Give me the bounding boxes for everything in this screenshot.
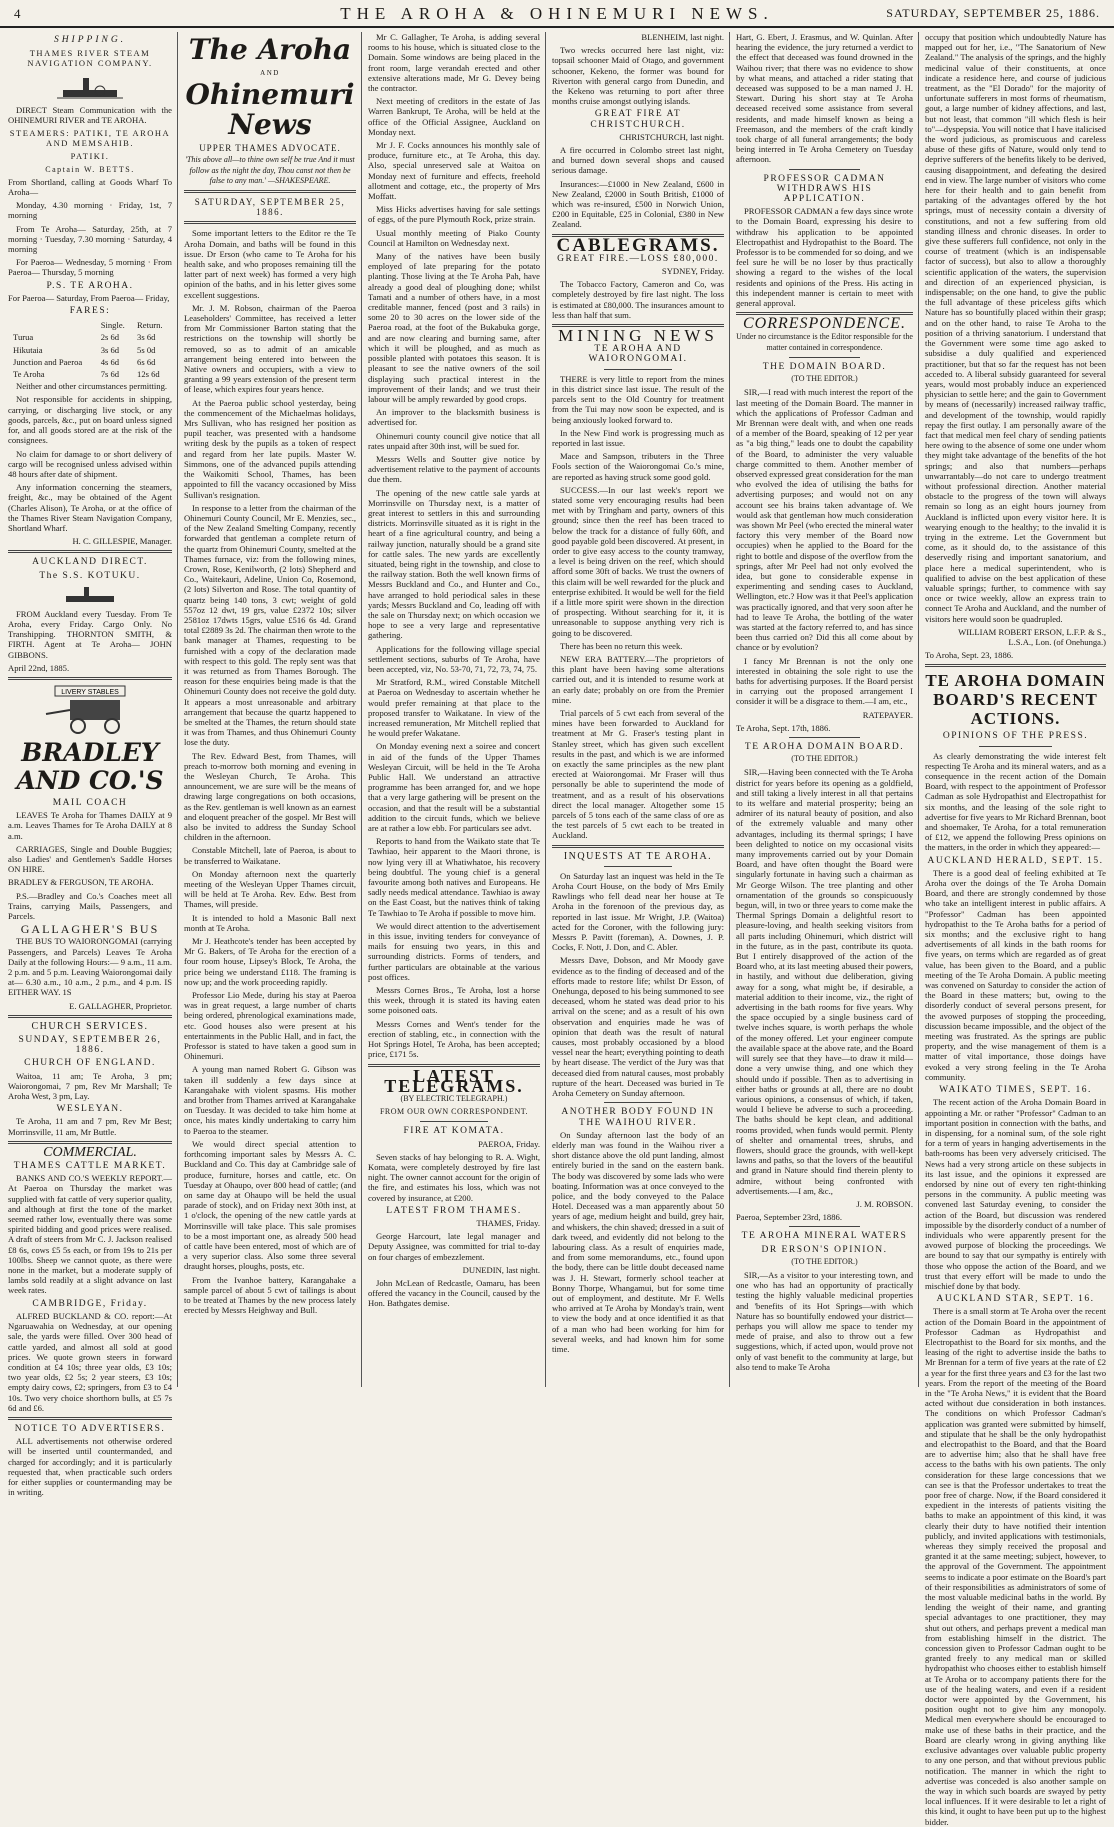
article: Professor Lio Mede, during his stay at Paeroa was in great request, a large number of charts being ordered, phrenological examinations made, etc. Good houses also were present at his entertainments in the Public Hall, and in fact, the Professor is stated to have taken a good sum in Ohinemuri. [184,990,356,1062]
press-opinions-heading: OPINIONS OF THE PRESS. [942,731,1089,742]
column-rule [918,32,919,1387]
shipping-heading: SHIPPING. [53,35,127,45]
cattle-heading: THAMES CATTLE MARKET. [13,1161,167,1172]
article: Usual monthly meeting of Piako County Council at Hamilton on Wednesday next. [368,227,540,248]
article: On Saturday last an inquest was held in the Te Aroha Court House, on the body of Mrs Emily Rawlings who fell dead near her house at Te Aroha in the forenoon of the previous day, as reported in last issue. Mr Wright, J.P. (Waitoa) acted for the Coroner, with the following jury: Messrs P. Pavitt (foreman), A. Downes, J. P. Cocks, F. Nott, J. Don, and C. Abler. [552,870,724,953]
letter-date: To Aroha, Sept. 23, 1886. [925,650,1014,661]
column-rule [545,32,546,1387]
not-responsible-text: Not responsible for accidents in shipping, carrying, or discharging live stock, or any goods, parcels, &c., put on board unless signed for, and all goods stored are at the risk of the consignees. [8,394,172,446]
fare-row: Hikutaia 3s 6d 5s 0d [13,344,156,355]
column-rule [177,32,178,1387]
domain-actions-heading: TE AROHA DOMAIN BOARD'S RECENT ACTIONS. [925,671,1106,729]
title-and: AND [260,69,280,77]
leader-date: SATURDAY, SEPTEMBER 25, 1886. [194,197,346,218]
schedule-2: From Te Aroha— Saturday, 25th, at 7 morning · Tuesday, 7.30 morning · Saturday, 4 morning [8,223,172,255]
great-fire-heading: GREAT FIRE AT CHRISTCHURCH. [590,109,686,130]
dateline: DUNEDIN, last night. [462,1264,540,1275]
kotuku-date: April 22nd, 1885. [8,662,70,673]
dateline: BLENHEIM, last night. [641,32,724,42]
masthead [0,0,1114,28]
signature: WILLIAM ROBERT ERSON, L.F.P. & S., L.S.A., Lon. (of Onehunga.) [958,626,1106,647]
steamer-illustration [55,72,125,102]
to-editor-note: (TO THE EDITOR.) [791,1256,858,1266]
column-3 [364,32,544,1387]
article: George Harcourt, late legal manager and Deputy Assignee, was committed for trial to-day on four charges of embezzlement. [368,1231,540,1262]
article: Hart, G. Ebert, J. Erasmus, and W. Quinlan. After hearing the evidence, the jury returned a verdict to the effect that deceased was found drowned in the Waihou river; that there was no evidence to show by what means, and attached a rider stating that deceased was supposed to be a man named J. H. Stewart. During his short stay at Te Aroha deceased received some assistance from several residents, and made himself known as being a Freemason, and the members of the craft kindly took charge of all funeral arrangements; the body being interred in Te Aroha Cemetery on Tuesday afternoon. [736,32,913,165]
kotuku-heading: The S.S. KOTUKU. [39,570,141,581]
domain-board-heading-2: TE AROHA DOMAIN BOARD. [744,742,905,752]
article: Mr J. Heathcote's tender has been accepted by Mr G. Bakers, of Te Aroha for the erection of a four room house, Lipsey's Block, Te Aroha, the price being we understand £118. The framing is now up; and the work proceeding rapidly. [184,936,356,987]
article: occupy that position which undoubtedly Nature has mapped out for her, i.e., "The Sanatorium of New Zealand." The analysis of the springs, and the highly medicinal value of their constituents, at once indicate a residence here, and course of judicious treatment, as the "El Dorado" for the majority of unfortunate sufferers in most forms of rheumatism, gout, a large number of kidney affections, and last, but not least, that common "ill which flesh is heir to"—dyspepsia. You will notice that I have italicised the word judicious, as promiscuous and careless abuse of these gifts of Nature, would only tend to deprive sufferers of the benefits likely to be derived, causing disappointment, and defeating the desired end in view. The large number of visitors who come here for their health and to gain benefit from partaking of the advantages offered by the hot springs, must of necessity contain a diversity of constitutions, and not a few suffering from old standing illness and chronic diseases. In order to give these sufferers full confidence, not only in the course of treatment (which is an indispensable factor of success), but also to allow a thoroughly scientific application of the waters, the supervision and direction of an experienced physician, is indispensable; on the one hand, to give the public the full advantage of these priceless gifts which Nature has so bountifully placed within their grasp; and on the other hand, to raise Te Aroha to the position of a thriving sanatorium. I understand that the Government were some time ago asked to subsidise a duly qualified and experienced practitioner, but that so far the request has not been acceded to. A liberal subsidy guaranteed for several years, would most probably induce an experienced physician to settle here; and the gain to Government by means of (necessarily) increased railway traffic, and development of the township, would rapidly repay the first outlay. I am personally aware of the fact that medical men feel chary of sending patients here owing to the absence of some one under whom they might take advantage of the benefits of the hot springs; and also that numbers—perhaps unwarrantably—do not care to undergo treatment without professional direction. Another material obstacle to the progress of the town will always remain so long as an eight hours journey from Auckland is inflicted upon every visitor here. It is wearying enough to the healthy; to the invalid it is trying in the extreme. Let the Government but come, as it should do, to the assistance of this deservedly rising and important sanatorium, and place here a medical superintendent, who is qualified to advise on the best application of these valuable springs; further, to commence with say once or twice weekly, allow an express train to connect Te Aroha and Auckland, and the number of visitors here would soon be quadrupled. [925,32,1106,624]
article: Many of the natives have been busily employed of late preparing for the potato planting. Those living at the Te Aroha Pah, have already a good deal of ploughing done; whilst Tamati and a number of others have, in a most creditable manner, fenced (post and 3 rails) in some 20 to 30 acres on the lower side of the Paeroa road, at the foot of the Bukabuka gorge, and are now clearing and burning same, after which it will be ploughed, and as much as possible planted with potatoes this season. It is pleasant to see the native owners of the soil displaying such practical interest in the improvement of their lands; and we trust their labour will be amply rewarded by good crops. [368,251,540,404]
article: Mr C. Gallagher, Te Aroha, is adding several rooms to his house, which is situated close to the Domain. Some windows are being placed in the front room, large verandah erected and other extensive alterations made, Mr G. Devey being the contractor. [368,32,540,94]
no-claim-text: No claim for damage to or short delivery of cargo will be recognised unless advised within 48 hours after date of shipment. [8,448,172,479]
article: SIR,—As a visitor to your interesting town, and one who has had an opportunity of practically testing the highly valuable medicinal properties and 'benefits of its Hot Springs—with which Nature has so bountifully endowed your district—perhaps you will allow me space to tender my mede of praise, and also to throw out a few suggestions, which, if acted upon, would prove not only of vast benefit to the community at large, but also tend to make Te Aroha [736,1269,913,1372]
column-6 [921,32,1110,1827]
article: Some important letters to the Editor re the Te Aroha Domain, and baths will be found in this issue. Dr Erson (who came to Te Aroha for his health sake, and who proposes remaining till the latter part of next week) has formed a very high opinion of the baths, and in his letter gives some excellent suggestions. [184,228,356,300]
patiki-heading: PATIKI. [70,151,110,162]
bus-proprietor: E. GALLAGHER, Proprietor. [69,1000,172,1011]
article: I fancy Mr Brennan is not the only one interested in obtaining the sole right to use the baths for advertising purposes. If the Board persist in carrying out the proposed arrangement I consider it will be a disgrace to them.—I am, etc., [736,655,913,707]
waikato-heading: WAIKATO TIMES, SEPT. 16. [939,1085,1092,1096]
bradley-heading: BRADLEY AND CO.'S [16,737,164,795]
star-heading: AUCKLAND STAR, SEPT. 16. [936,1294,1095,1305]
latest-telegrams-heading: LATEST TELEGRAMS. [384,1065,524,1096]
fares-heading: FARES: [69,306,111,317]
ps-schedule: For Paeroa— Saturday, From Paeroa— Friday, [8,292,170,303]
to-editor-note: (TO THE EDITOR.) [791,754,858,764]
article: Trial parcels of 5 cwt each from several of the mines have been forwarded to Auckland for treatment at Mr G. Fraser's testing plant in Stanley street, which has given such excellent results in the past, and which is we are informed on exactly the same principles as the new plant erected at Waiorongomai. Mr Fraser will thus personally be able to superintend the mode of treatment, and as a result of his observations direct the local manager. Altogether some 15 parcels of 5 tons each of the same class of ore as the test parcels of 5 cwt each to be treated in Auckland. [552,707,724,841]
ship-illustration [60,584,120,606]
commercial-heading: COMMERCIAL. [43,1144,137,1160]
fare-row: Turua 2s 6d 3s 6d [13,332,156,343]
church-heading: CHURCH SERVICES. [31,1020,149,1032]
article: PROFESSOR CADMAN a few days since wrote to the Domain Board, expressing his desire to withdraw his application to be appointed Electropathist and Hydropathist to the Board. The Professor is to be commended for so doing, and we feel sure he will be no loser by thus practically showing a regard to the wishes of the local residents and opinions of the Press. His acting in this independent manner is certain to meet with general approval. [736,206,914,309]
mining-subheading: TE AROHA AND WAIORONGOMAI. [588,344,688,365]
article: Mace and Sampson, tributers in the Three Fools section of the Waiorongomai Co.'s mine, are reported as having struck some good gold. [552,451,724,482]
dateline: THAMES, Friday. [476,1217,540,1228]
article: A fire occurred in Colombo street last night, and burned down several shops and caused serious damage. [552,145,724,176]
article: Reports to hand from the Waikato state that Te Tawhiao, heir apparent to the Maori throne, is now lying very ill at Whatiwhatoe, his recovery being doubtful. The young chief is a general favourite among both natives and Europeans. He sadly needs medical attendance. Tawhiao is away on the East Coast, but the natives think of taking Te Tawhiao to Te Aroha if possible to move him. [368,836,540,918]
paper-title-2: Ohinemuri News [185,78,355,142]
column-2 [180,32,360,1387]
herald-heading: AUCKLAND HERALD, SEPT. 15. [927,855,1104,866]
ps-bradley: P.S.—Bradley and Co.'s Coaches meet all Trains, carrying Mails, Passengers, and Parcels. [8,890,172,921]
domain-board-heading: THE DOMAIN BOARD. [762,361,887,372]
article: At the Paeroa public school yesterday, being the commencement of the Michaelmas holidays, Mrs Sullivan, who has resigned her position as pupil teacher, was presented with a handsome writing desk by the pupils as a token of respect and regard from her late pupils. Master W. Simmons, one of the advanced pupils attending the Waikomiti School, Thames, has been appointed to fill the vacancy occasioned by Miss Sullivan's resignation. [184,397,356,500]
erson-opinion-heading: DR ERSON'S OPINION. [761,1244,888,1255]
bus-text: THE BUS TO WAIORONGOMAI (carrying Passengers, and Parcels) Leaves Te Aroha Daily at the following Hours:— 9 a.m., 11 a.m. 2 p.m. and 5 p.m. Leaving Waiorongomai daily at— 6.30 a.m., 10 a.m., 2 p.m., and 4 p.m. IS EITHER WAY. 1S [8,936,172,998]
article: There has been no return this week. [560,640,683,651]
coe-heading: CHURCH OF ENGLAND. [24,1058,156,1069]
info-text: Any information concerning the steamers, freight, &c., may be obtained of the Agent (Charles Alison), Te Aroha, or at the office of the Thames River Steam Navigation Company, Shortland Wharf. [8,482,172,533]
article: We would direct attention to the advertisement in this issue, inviting tenders for conveyance of mails for ensuing two years, in this and surrounding districts. Forms of tenders, and further particulars are obtainable at the various post offices. [368,920,540,982]
fare-row: Junction and Paeroa 4s 6d 6s 6d [13,356,156,367]
column-4 [548,32,728,1387]
paper-title-1: The Aroha [188,33,352,66]
bradley-fergus: BRADLEY & FERGUSON, TE AROHA. [8,877,154,888]
signature: RATEPAYER. [862,709,913,720]
dateline: CHRISTCHURCH, last night. [619,131,724,142]
article: Constable Mitchell, late of Paeroa, is about to be transferred to Waikatane. [184,845,356,866]
issue-date: SATURDAY, SEPTEMBER 25, 1886. [886,6,1100,20]
article: In the New Find work is progressing much as reported in last issue. [552,427,724,448]
article: Messrs Wells and Soutter give notice by advertisement relative to the payment of accounts due them. [368,453,540,485]
article: Mr. J. M. Robson, chairman of the Paeroa Leaseholders' Committee, has received a letter from Mr Commissioner Barton stating that the restrictions on the township will shortly be removed, so as to admit of an amicable arrangement being entered into between the Native owners and occupiers, with a view to granting a 99 years extension of the present term of lease, which expires four years hence. [184,302,356,395]
article: It is intended to hold a Masonic Ball next month at Te Aroha. [184,912,356,933]
leaves-text: LEAVES Te Aroha for Thames DAILY at 9 a.m. Leaves Thames for Te Aroha DAILY at 8 a.m. [8,810,172,841]
article: The Tobacco Factory, Cameron and Co, was completely destroyed by fire last night. The loss is estimated at £80,000. The insurances amount to less than half that sum. [552,279,724,320]
article: Mr Stratford, R.M., wired Constable Mitchell at Paeroa on Wednesday to ascertain whether he would prefer remaining at that place to the proposed transfer to Waikatane. In view of the increased remuneration, Mr Mitchell replied that he would prefer Wakatane. [368,677,540,739]
signature: J. M. ROBSON. [856,1198,913,1209]
telegraph-note: (BY ELECTRIC TELEGRAPH.) [400,1093,508,1103]
notice-heading: NOTICE TO ADVERTISERS. [14,1423,166,1434]
article: Insurances:—£1000 in New Zealand, £600 in New Zealand, £2000 in South British, £1000 of which was re-insured, £500 in Norwich Union, £200 in Equitable, £25 in Colonial, £380 in New Zealand. [552,178,724,230]
article: We would direct special attention to forthcoming important sales by Messrs A. C. Buckland and Co. This day at Cambridge sale of produce, furniture, horses and cattle, etc. On Tuesday at Ohaupo, over 800 head of cattle; (and on same day at Ohaupo will be held the usual parade of stock), and on Friday next 30th inst, at 1 o'clock, the opening of the new cattle yards at Morrinsville will take place. This sale promises to be a most important one, as already 500 head of cattle have been entered, most of which are of a very superior class. Also some three several draught horses, ploughs, posts, etc. [184,1138,356,1272]
neither-text: Neither and other circumstances permitting. [16,381,168,392]
article: John McLean of Redcastle, Oamaru, has been offered the vacancy in the Council, caused by the Hon. Bathgates demise. [368,1277,540,1309]
wesleyan-heading: WESLEYAN. [56,1104,124,1115]
newspaper-title: THE AROHA & OHINEMURI NEWS. [340,4,774,23]
correspondent-note: FROM OUR OWN CORRESPONDENT. [379,1107,529,1117]
article: As clearly demonstrating the wide interest felt respecting Te Aroha and its mineral waters, and as a consequence in the recent action of the Domain Board, with respect to the appointment of Professor Cadman as sole Hydropathist and Electropathist for six months, and the leasing of the sole right to advertise for five years to Mr Richard Brennan, boot and shoemaker, Te Aroha, for a total remuneration of £12, we append the following Press opinions on the matters, in the order in which they appeared:— [925,750,1106,853]
direct-text: DIRECT Steam Communication with the OHINEMURI RIVER and TE AROHA. [8,104,172,125]
fare-row: Te Aroha 7s 6d 12s 6d [13,369,160,380]
article: In response to a letter from the chairman of the Ohinemuri County Council, Mr E. Menzies, sec., of the New Zealand Smelting Company, recently forwarded that gentleman a complete return of the quartz from Ohinemuri County, smelted at the Thames furnace, viz: from the following mines, Crown, Rose, Kenilworth, (2 lots) Shepherd and Co., Waitekauri, Adeline, Union Co, Rosemond, (2 lots) Silverton and Rose. The total quantity of quartz being 140 tons, 3 cwt; weight of gold 557oz 12 dwt, 19 grs, value £2372 10s; silver 2581oz 17dwts 15grs, value £516 6s 4d. Grand total £2889 3s 2d. The chairman then wrote to the bank manager at Thames, requesting to be furnished with a copy of the declaration made with respect to this gold. The reply sent was that it was returned as from Thames Borough. The reason for these enquiries being made is that the Ohinemuri County does not receive the gold duty. It appears a most unreasonable and arbitrary arrangement that because the quartz happened to be smelted at the Thames, the return should state it was from Thames, and thus Ohinemuri County lose the duty. [184,502,356,748]
mining-news-heading: MINING NEWS [558,326,718,346]
column-5 [732,32,917,1387]
auckland-direct-heading: AUCKLAND DIRECT. [32,557,148,568]
cadman-heading: PROFESSOR CADMAN WITHDRAWS HIS APPLICATION. [763,173,886,205]
schedule-3: For Paeroa— Wednesday, 5 morning · From Paeroa— Thursday, 5 morning [8,257,172,278]
article: There is a small storm at Te Aroha over the recent action of the Domain Board in the appointment of Professor Cadman as Hydropathist and Electropathist to the Board for six months, and the leasing of the right to advertise inside the baths to Mr Brennan for a term of five years at the rate of £2 a year for the first three years and £3 for the last two years. From the report of the meeting of the Board in the "Te Aroha News," it is evident that the Board acted without due consideration in both instances. The conditions on which Professor Cadman's application was granted were submitted by himself, and stipulate that he shall be the only hydropathist and electropathist to the Board, and that the Board are to advertise him; also that he shall have free access to the baths with his own patients. The only consideration for these large concessions that we can see is that the Professor undertakes to treat the poor free of charge. Now, if the Board considered it expedient in the interests of patients visiting the baths to make an appointment of this kind, it was clearly their duty to have notified their intention publicly, and invited applications with testimonials, whereas they simply received the proposal and granted it at the same meeting; subject, however, to the approval of the Government. The appointment seems to indicate a poor estimate on the Board's part of their responsibilities as administrators of some of the most valuable medicinal baths in the world. By lending the weight of their name, and granting special advantages to one practitioner, they may shut out others, and perhaps prevent a medical man from establishing himself in the district. The concession given to Professor Cadman ought to be granted freely to any medical man or skilled hydropathist who chooses either to establish himself at Te Aroha or to accompany patients there for the use of the healing waters, and even if a resident doctor were appointed by the Government, his position ought not to give him any monopoly. Medical men everywhere should be encouraged to make use of these baths in their practice, and the Board are clearly wrong in giving anything like exclusive advantages over valuable public property to any one person, and that without previous public notification. The manner in which the right to advertise was conceded is also another sample on the way in which such boards are swayed by petty local influences. If it were desirable to let a right of this kind, it ought to have been put up to the highest bidder. [925,1306,1106,1827]
steamers-heading: STEAMERS: PATIKI, TE AROHA AND MEMSAHIB. [9,128,171,149]
to-editor-note: (TO THE EDITOR.) [791,374,858,384]
coe-text: Waitoa, 11 am; Te Aroha, 3 pm; Waiorongomai, 7 pm, Rev Mr Marshall; Te Aroha West, 3 pm, Lay. [8,1070,172,1102]
nav-company: THAMES RIVER STEAM NAVIGATION COMPANY. [27,48,153,69]
article: The Rev. Edward Best, from Thames, will preach to-morrow both morning and evening in the Wesleyan Church, Te Aroha. This announcement, we are sure will be the means of drawing large congregations on both occasions, as the Rev. gentleman is well known as an earnest and eloquent preacher of the gospel. Mr Best will also be invited to address the Sunday School children in the afternoon. [184,750,356,843]
article: A young man named Robert G. Gibson was taken ill suddenly a few days since at Karangahake with violent spasms. His mother and brother from Thames arrived at Karangahake on Tuesday. It was decided to take him home at once, his mates kindly undertaking to carry him to Paeroa to the steamer. [184,1064,356,1136]
inquests-heading: INQUESTS AT TE AROHA. [563,850,713,862]
dateline: PAEROA, Friday. [478,1138,540,1149]
article: Seven stacks of hay belonging to R. A. Wight, Komata, were completely destroyed by fire last night. The owner cannot account for the origin of the fire, and estimates his loss, which was not covered by insurance, at £200. [368,1151,540,1203]
article: THERE is very little to report from the mines in this district since last issue. The result of the parcels sent to the Old Country for treatment from the Tui may now soon be expected, and is being anxiously looked forward to. [552,373,724,425]
coach-illustration [40,684,140,736]
article: NEW ERA BATTERY.—The proprietors of this plant have been having some alterations carried out, and it is intended to resume work at an early date; probably on ore from the Premier mine. [552,653,724,705]
article: The opening of the new cattle sale yards at Morrinsville on Thursday next, is a matter of great interest to settlers in this and surrounding districts. Morrinsville situated as it is right in the heart of a fine agricultural country, and being a railway junction, naturally should be a grand site for cattle sales. The new yards are excellently situated, being right in the township, and close to the railway station. Both the well known firms of Messrs Buckland and Co., and Hunter and Co., have arranged to hold periodical sales in these yards; Messrs Buckland and Co, leading off with the sale on Thursday next; on which occasion we hope to see a very large and representative gathering. [368,487,540,641]
article: SIR,—I read with much interest the report of the last meeting of the Domain Board. The manner in which the applications of Professor Cadman and Mr Brennan were dealt with, and when one reads of a member of the Board, speaking of 12 per year as "a big thing," leads one to doubt the capability of the Board, to administer the very valuable charge committed to them. Another member of observed expressed great consideration for the man who evolved the idea of utilising the baths for advertising purposes; and would not on any account see his brains taken advantage of. We would ask that gentleman how much consideration was shown Mr Peel (who erected the mineral water factory this very member of the Board now occupies) when he applied to the Board for the right to bottle and dispose of the overflow from the springs, after Mr Peel had not only evolved the idea, but gone to considerable expense in experimenting and sending cases to Auckland, Wellington, etc.? How was it that Peel's application was practically ignored, and that very soon after he had to leave Te Aroha, the bottling of the water was started at the factory referred to, and has since been thus carried on? Did this all come about by chance or by evolution? [736,387,913,653]
gallagher-heading: GALLAGHER'S BUS [20,922,160,937]
cambridge-text: ALFRED BUCKLAND & CO. report:—At Ngaruawahia on Wednesday, at our opening sale, the yards were filled. Over 300 head of cattle yarded, and almost all sold at good prices. We quote grown steers in forward condition at £4 10s; three year olds, £3 10s; two year olds, £2 5s; 2 year steers, £3 10s; empty dairy cows, £2; springers, from £3 to £4 10s. Two very choice shorthorn bulls, at £5 7s 6d and £6. [8,1310,172,1413]
letter-date: Te Aroha, Sept. 17th, 1886. [736,722,831,733]
article: From the Ivanhoe battery, Karangahake a sample parcel of about 5 cwt of tailings is about to be treated at Thames by the new process lately erected by Messrs Heighway and Bull. [184,1274,356,1316]
carriages-text: CARRIAGES, Single and Double Buggies; also Ladies' and Gentlemen's Saddle Horses ON HIRE. [8,843,172,875]
column-1 [4,32,176,1498]
article: SIR,—Having been connected with the Te Aroha district for years before its opening as a goldfield, and still taking a lively interest in all that pertains to its welfare and material prosperity; being an admirer of its natural beauty of position, and also of the extremely valuable and many other advantages, including its thermal springs; I have been delighted to notice on my occasional visits many improvements carried out by your Domain Board, and have often thought the Board were singularly fortunate in having such a chairman as Mr George Wilson. The tree planting and other ornamentation of the grounds so conspicuously begun, will, in two or three years to come make the Thermal Springs Domain a delightful resort to pleasure-loving, and health seeking visitors from all parts including Ohinemuri, which district will in the future, as in the past, contribute its quota. But I entirely disapproved of the action of the Board who, at its last meeting abused their powers, in hastily, and without due deliberation, giving away for a song, what might be, if desirable, a material addition to their income, viz., the right of advertising in the bath rooms for five years. Why the space occupied by a single business card of twelve inches square, is worth perhaps the whole of the money offered. Let your engineer compute the available space at the above rate, and the Board will surely see that they have—to draw it mild—done a very unwise thing, and one which they should undo if possible. Then as to advertising in either baths or grounds at all, there are no doubt various opinions, a consensus of which, if taken, would I believe be adverse to such a proceeding. The baths should be kept clean, and additional rooms provided, when funds would permit. Plenty of shelter and ornamental trees, shrubs, and flowers, should grace the grounds, with well-kept lawns and paths, so that the lovers of the beautiful and grand in Nature should find therein plenty to admire, without being confronted with advertisements.—I am, &c., [736,767,913,1196]
notice-text: ALL advertisements not otherwise ordered will be inserted until countermanded, and charged for accordingly; and it is particularly requested that, when practicable such orders for either supplies or countermanding may be in writing. [8,1436,172,1498]
schedule-1: Monday, 4.30 morning · Friday, 1st, 7 morning [8,200,172,221]
cambridge-heading: CAMBRIDGE, Friday. [32,1298,148,1309]
article: An improver to the blacksmith business is advertised for. [368,407,540,428]
article: Miss Hicks advertises having for sale settings of eggs, of the pure Plymouth Rock, prize strain. [368,204,540,225]
page-number: 4 [14,6,22,21]
article: Ohinemuri county council give notice that all rates unpaid after 30th inst, will be sued for. [368,430,540,451]
mineral-waters-heading: TE AROHA MINERAL WATERS [741,1231,908,1242]
article: There is a good deal of feeling exhibited at Te Aroha over the doings of the Te Aroha Domain Board, and there are strongly condemned by those who take an intelligent interest in public affairs. A "Professor" Cadman has been appointed hydropathist to the Te Aroha baths for a period of six months; and the exclusive right to hang advertisements of all kinds in the bath rooms for five years, on terms which are regarded as of great value, has been given to the Board, and a public meeting of the Te Aroha Domain. A public meeting was convened on Saturday to consider the action of the Board in these matters; but, owing to the disorderly conduct of several persons present, for the avowed purposes of stopping the proceeding, discussion became impossible, and the object of the meeting was frustrated. As the springs are public property, and the wise management of them is a matter of vital importance, those doings have evoked a very strong feeling in the Te Aroha community. [925,867,1106,1082]
kotuku-text: FROM Auckland every Tuesday. From Te Aroha, every Friday. Cargo Only. No Transhipping. THORNTON SMITH, & FIRTH. Agent at Te Aroha— JOHN GIBBONS. [8,608,172,660]
article: SUCCESS.—In our last week's report we stated some very encouraging results had been met with by Tringham and party, owners of this ground; since then the reef has been traced to below the track for a distance of fully 60ft, and good payable gold been discovered. At present, in order to give easy access to the county tramway, a level is being driven on the reef, which should afford some 30ft of backs. We trust the owners of this claim will be well rewarded for the pluck and enterprise exhibited. It would be well for the field if a little more spirit were shown in the direction of prospecting. Without searching for it, it is unreasonable to suppose anything very rich is going to be discovered. [552,484,724,638]
article: Two wrecks occurred here last night, viz: topsail schooner Maid of Otago, and government schooner, Kekeno, the former was bound for Riverton with general cargo from Dunedin, and the Kekeno was returning to port after three months cruise amongst outlying islands. [552,45,724,107]
article: Next meeting of creditors in the estate of Jas Warren Bankrupt, Te Aroha, will be held at the office of the Official Assignee, Auckland on Monday next. [368,96,540,137]
article: The recent action of the Aroha Domain Board in appointing a Mr. or rather "Professor" Cadman to an important position in connection with the baths, and in dispensing, for a nominal sum, of the sole right for a term of years in hanging advertisements in the bath-rooms has been very adversely criticised. The News had a very strong article on these subjects in its last issue, and the opinions it expressed are endorsed by nine out of every ten right-thinking persons in the community. A public meeting was convened last Saturday evening, to consider the action of the Board, but discussion was rendered impossible by the disorderly conduct of a number of individuals who were apparently present for the avowed purpose of blocking the proceedings. We are bound to say that our sympathy is entirely with those who oppose the action of the Board, and we trust that every effort will be made to undo the mischief done by that body. [925,1097,1106,1291]
article: Applications for the following village special settlement sections, suburbs of Te Aroha, have been accepted, viz, No. 53-70, 71, 72, 73, 74, 75. [368,643,540,674]
wesleyan-text: Te Aroha, 11 am and 7 pm, Rev Mr Best; Morrinsville, 11 am, Mr Buttle. [8,1116,172,1137]
correspondence-heading: CORRESPONDENCE. [743,315,906,333]
thames-heading: LATEST FROM THAMES. [386,1205,522,1216]
another-body-heading: ANOTHER BODY FOUND IN THE WAIHOU RIVER. [561,1107,715,1128]
captain-text: Captain W. BETTS. [45,164,135,174]
sunday-date: SUNDAY, SEPTEMBER 26, 1886. [18,1035,162,1056]
article: Messrs Cornes Bros., Te Aroha, lost a horse this week, through it is stated its having eaten some poisoned oats. [368,985,540,1016]
article: Messrs Dave, Dobson, and Mr Moody gave evidence as to the finding of deceased and of the efforts made to restore life; whilst Dr Esson, of Onehunga, deposed to his being summoned to see deceased, whom he stated was dead prior to his arrival on the scene; and as a result of his own observation and enquiries made he was of opinion that death was the result of natural causes, most probably occasioned by a blood vessel near the heart; everything pointing to death by heart disease. The verdict of the Jury was that deceased died from natural causes, most probably rupture of the heart. Deceased was buried in Te Aroha Cemetery on Sunday afternoon. [552,955,724,1099]
cablegrams-heading: CABLEGRAMS. [556,234,720,256]
shortland-text: From Shortland, calling at Goods Wharf To Aroha— [8,176,172,198]
article: On Monday afternoon next the quarterly meeting of the Wesleyan Upper Thames circuit, will be held at Te Aroha. Rev. Edw. Best from Thames, will preside. [184,868,356,910]
ps-te-aroha-heading: P.S. TE AROHA. [46,280,134,291]
column-rule [729,32,730,1387]
article: Mr J. F. Cocks announces his monthly sale of produce, furniture etc., at Te Aroha, this day. Also, special unreserved sale at Waitoa on Monday next of furniture and effects, freehold allotment and cottage, etc., the property of Mrs Moffatt. [368,140,540,202]
motto-quote: 'This above all—to thine own self be true And it must follow as the night the day, Thou canst not then be false to any man.' —SHAKESPEARE. [185,155,355,185]
article: Messrs Cornes and Went's tender for the erection of stabling, etc., in connection with the Hot Springs Hotel, Te Aroha, has been accepted; price, £171 5s. [368,1018,540,1060]
cable-fire-heading: GREAT FIRE.—LOSS £80,000. [557,253,719,264]
manager-signoff: H. C. GILLESPIE, Manager. [72,536,172,547]
stable-sign: LIVERY STABLES [61,688,119,696]
article: On Sunday afternoon last the body of an elderly man was found in the Waihou river a short distance above the old punt landing, almost entirely buried in the sand on the eastern bank. The body was discovered by some lads who were boating. Information was at once conveyed to the police, and the body conveyed to the Palace Hotel. Deceased was a man apparently about 50 years of age, medium height and build, grey hair, and whiskers, the chin shaved; dressed in a suit of dark tweed, and evidently did not belong to the labouring class. As a result of enquiries made, and from some memorandums, etc., found upon the body, there can be little doubt deceased name was J. H. Stewart, formerly school teacher at Bonny Thorpe, Whangamui, but for some time out of employment, and destitute. Mr F. Wells who arrived at Te Aroha by Monday's train, went to view the body and at once identified it as that of a man who had been working for him for several weeks, and had known him for some time. [552,1129,724,1354]
advocate-subtitle: UPPER THAMES ADVOCATE. [199,143,341,154]
mail-coach-heading: MAIL COACH [52,797,128,808]
article: On Monday evening next a soiree and concert in aid of the funds of the Upper Thames Wesleyan Circuit, will be held in the Te Aroha Public Hall. We understand an attractive programme has been arranged for, and we hope that a very large gathering will be present on the occasion, and that the result will be a substantial addition to the circuit funds, which we believe are at rather a low ebb. For particulars see advt. [368,741,540,834]
correspondence-note: Under no circumstance is the Editor responsible for the matter contained in correspondence. [736,332,913,352]
fares-table: Single. Return. Turua 2s 6d 3s 6d Hikutaia 3s 6d 5s 0d Junction and Paeroa 4s 6d 6s 6d Te Aroha 7s 6d 12s 6d [8,318,172,381]
column-rule [361,32,362,1387]
fire-heading: FIRE AT KOMATA. [403,1126,505,1137]
letter-date: Paeroa, September 23rd, 1886. [736,1212,842,1223]
dateline: SYDNEY, Friday. [661,266,724,277]
cattle-text: BANKS AND CO.'S WEEKLY REPORT.—At Paeroa on Thursday the market was supplied with fat cattle of very superior quality, and although at first the tone of the market seemed rather low, eventually there was some spirited bidding and good prices were realised. A draft of steers from Mr C. J. Jackson realised £8 6s, cows £5 5s each, or from 19s to 21s per 100lbs. Sheep we cannot quote, as there were none in the market, but a moderate supply of lambs sold readily at a slight advance on last week rates. [8,1173,172,1296]
